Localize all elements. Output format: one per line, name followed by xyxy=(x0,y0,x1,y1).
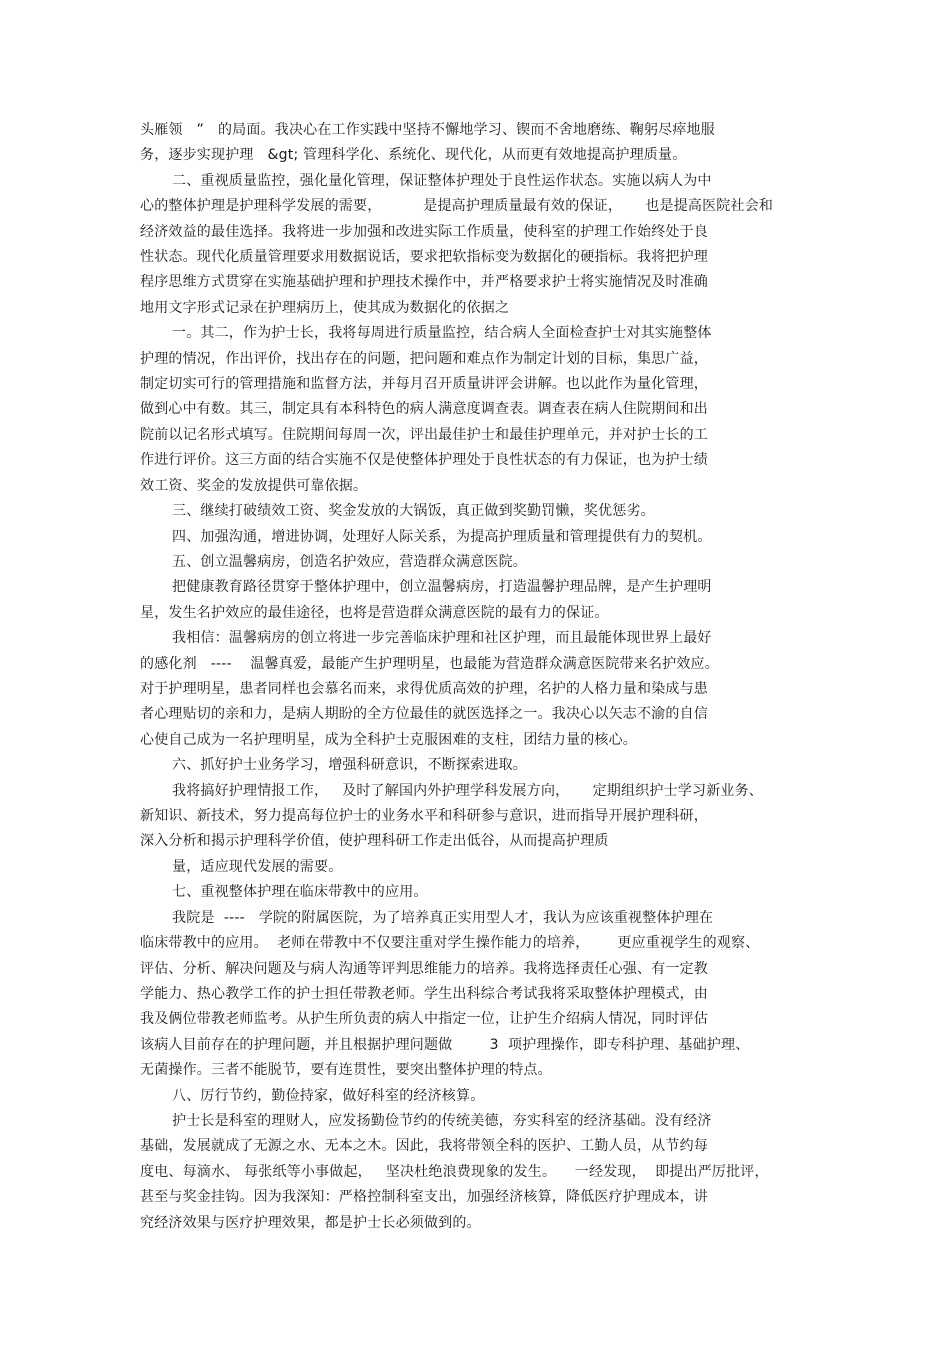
text-line: 我相信：温馨病房的创立将进一步完善临床护理和社区护理，而且最能体现世界上最好 xyxy=(172,630,712,646)
text-line: 对于护理明星，患者同样也会慕名而来，求得优质高效的护理，名护的人格力量和染成与患 xyxy=(140,681,708,697)
text-line: 无菌操作。三者不能脱节，要有连贯性，要突出整体护理的特点。 xyxy=(140,1062,552,1078)
text-line: 制定切实可行的管理措施和监督方法，并每月召开质量讲评会讲解。也以此作为量化管理， xyxy=(140,376,708,392)
section-heading: 五、创立温馨病房，创造名护效应，营造群众满意医院。 xyxy=(172,554,527,570)
section-heading: 七、重视整体护理在临床带教中的应用。 xyxy=(172,884,428,900)
text-line: 程序思维方式贯穿在实施基础护理和护理技术操作中，并严格要求护士将实施情况及时准确 xyxy=(140,274,708,290)
text-line: 心使自己成为一名护理明星，成为全科护士克服困难的支柱，团结力量的核心。 xyxy=(140,732,637,748)
text-line: 者心理贴切的亲和力，是病人期盼的全方位最佳的就医选择之一。我决心以矢志不渝的自信 xyxy=(140,706,708,722)
text-line: 度电、每滴水、 每张纸等小事做起， 坚决杜绝浪费现象的发生。 一经发现， 即提出严厉批评， xyxy=(140,1164,769,1180)
text-line: 护理的情况，作出评价，找出存在的问题，把问题和难点作为制定计划的目标，集思广益， xyxy=(140,351,708,367)
section-heading: 三、继续打破绩效工资、奖金发放的大锅饭，真正做到奖勤罚懒，奖优惩劣。 xyxy=(172,503,655,519)
text-line: 评估、分析、解决问题及与病人沟通等评判思维能力的培养。我将选择责任心强、有一定教 xyxy=(140,961,708,977)
text-line: 的感化剂 ---- 温馨真爱，最能产生护理明星，也最能为营造群众满意医院带来名护效应。 xyxy=(140,656,719,672)
text-line: 量，适应现代发展的需要。 xyxy=(172,859,343,875)
text-line: 务，逐步实现护理 &gt; 管理科学化、系统化、现代化，从而更有效地提高护理质量。 xyxy=(140,147,687,163)
text-line: 我及俩位带教老师监考。从护生所负责的病人中指定一位，让护生介绍病人情况，同时评估 xyxy=(140,1011,708,1027)
text-line: 护士长是科室的理财人，应发扬勤俭节约的传统美德，夯实科室的经济基础。没有经济 xyxy=(172,1113,712,1129)
text-line: 二、重视质量监控，强化量化管理，保证整体护理处于良性运作状态。实施以病人为中 xyxy=(172,173,712,189)
text-line: 作进行评价。这三方面的结合实施不仅是使整体护理处于良性状态的有力保证，也为护士绩 xyxy=(140,452,708,468)
text-line: 做到心中有数。其三，制定具有本科特色的病人满意度调查表。调查表在病人住院期间和出 xyxy=(140,401,708,417)
text-line: 把健康教育路径贯穿于整体护理中，创立温馨病房，打造温馨护理品牌，是产生护理明 xyxy=(172,579,712,595)
section-heading: 八、厉行节约，勤俭持家，做好科室的经济核算。 xyxy=(172,1088,485,1104)
text-line: 该病人目前存在的护理问题，并且根据护理问题做 3 项护理操作，即专科护理、基础护理、 xyxy=(140,1037,750,1053)
text-line: 新知识、新技术，努力提高每位护士的业务水平和科研参与意识，进而指导开展护理科研， xyxy=(140,808,708,824)
text-line: 效工资、奖金的发放提供可靠依据。 xyxy=(140,478,368,494)
section-heading: 四、加强沟通，增进协调，处理好人际关系，为提高护理质量和管理提供有力的契机。 xyxy=(172,529,712,545)
text-line: 临床带教中的应用。 老师在带教中不仅要注重对学生操作能力的培养， 更应重视学生的观察、 xyxy=(140,935,760,951)
text-line: 究经济效果与医疗护理效果，都是护士长必须做到的。 xyxy=(140,1215,481,1231)
text-line: 我将搞好护理情报工作， 及时了解国内外护理学科发展方向， 定期组织护士学习新业务、 xyxy=(172,783,763,799)
text-line: 我院是 ---- 学院的附属医院，为了培养真正实用型人才，我认为应该重视整体护理在 xyxy=(172,910,714,926)
text-line: 经济效益的最佳选择。我将进一步加强和改进实际工作质量，使科室的护理工作始终处于良 xyxy=(140,224,708,240)
text-line: 头雁领 ” 的局面。我决心在工作实践中坚持不懈地学习、锲而不舍地磨练、鞠躬尽瘁地服 xyxy=(140,122,715,138)
text-line: 一。其二，作为护士长，我将每周进行质量监控，结合病人全面检查护士对其实施整体 xyxy=(172,325,712,341)
text-line: 学能力、热心教学工作的护士担任带教老师。学生出科综合考试我将采取整体护理模式，由 xyxy=(140,986,708,1002)
text-line: 甚至与奖金挂钩。因为我深知：严格控制科室支出，加强经济核算，降低医疗护理成本，讲 xyxy=(140,1189,708,1205)
text-line: 性状态。现代化质量管理要求用数据说话，要求把软指标变为数据化的硬指标。我将把护理 xyxy=(140,249,708,265)
text-line: 星，发生名护效应的最佳途径，也将是营造群众满意医院的最有力的保证。 xyxy=(140,605,609,621)
section-heading: 六、抓好护士业务学习，增强科研意识，不断探索进取。 xyxy=(172,757,527,773)
text-line: 地用文字形式记录在护理病历上，使其成为数据化的依据之 xyxy=(140,300,510,316)
text-line: 深入分析和揭示护理科学价值，使护理科研工作走出低谷，从而提高护理质 xyxy=(140,833,609,849)
text-line: 院前以记名形式填写。住院期间每周一次，评出最佳护士和最佳护理单元，并对护士长的工 xyxy=(140,427,708,443)
text-line: 基础，发展就成了无源之水、无本之木。因此，我将带领全科的医护、工勤人员，从节约每 xyxy=(140,1138,708,1154)
text-line: 心的整体护理是护理科学发展的需要， 是提高护理质量最有效的保证， 也是提高医院社会和 xyxy=(140,198,774,214)
